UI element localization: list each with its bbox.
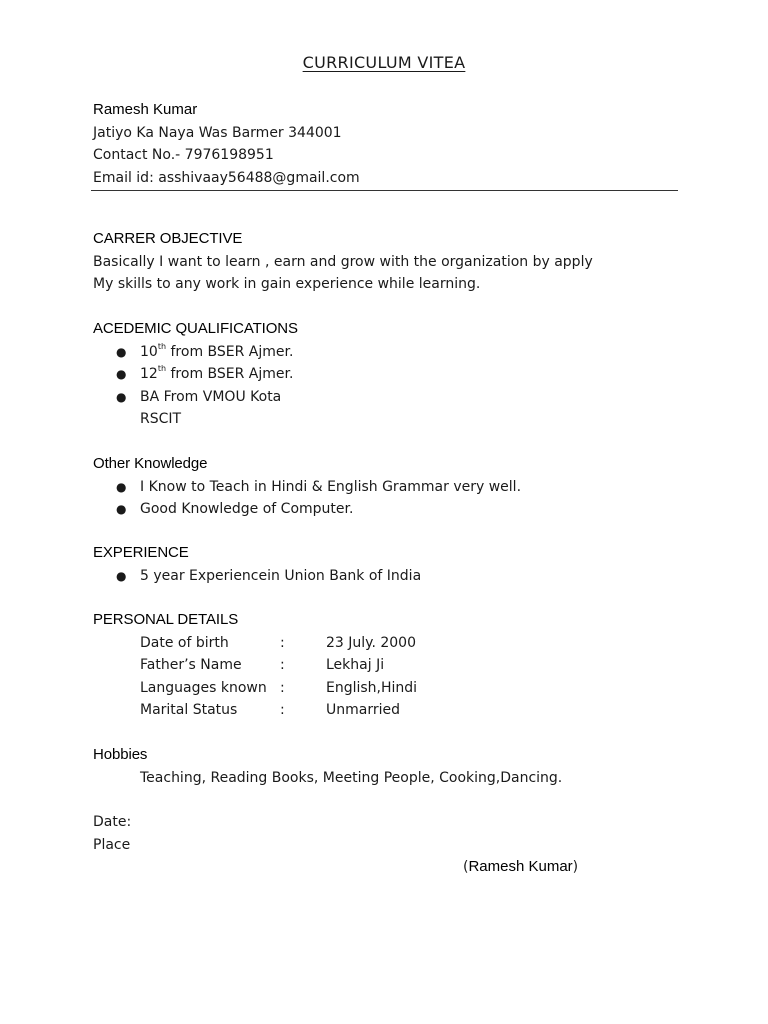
detail-row [93,677,653,700]
document-title: CURRICULUM VITEA [302,53,466,72]
hobbies-text: Teaching, Reading Books, Meeting People, Cooking,Dancing. [140,769,563,786]
academic-section [93,318,298,431]
academic-list [93,341,298,431]
experience-section [93,542,421,587]
bullet-icon: ● [116,367,127,381]
email-line: Email id: asshivaay56488@gmail.com [93,169,360,186]
experience-heading: EXPERIENCE [93,544,189,561]
detail-colon: : [280,657,285,673]
list-item: ● 5 year Experiencein Union Bank of India [93,565,421,588]
detail-value: Lekhaj Ji [326,657,385,673]
list-item: RSCIT [140,411,182,427]
detail-colon: : [280,702,285,718]
detail-row [93,632,653,655]
detail-value: English,Hindi [326,679,418,696]
place-label: Place [93,836,131,853]
list-item: ● 10th from BSER Ajmer. [93,341,298,364]
contact-block [93,99,360,189]
detail-label: Date of birth [140,634,229,651]
other-knowledge-heading: Other Knowledge [93,455,208,472]
detail-value: 23 July. 2000 [326,634,416,651]
other-knowledge-section [93,453,521,521]
objective-heading: CARRER OBJECTIVE [93,230,243,247]
detail-colon: : [280,634,285,651]
detail-value: Unmarried [326,702,400,718]
personal-details-section [93,609,653,722]
detail-label: Father’s Name [140,657,242,673]
hobbies-heading: Hobbies [93,746,148,763]
signature-name: Ramesh Kumar [468,858,573,875]
contact-line: Contact No.- 7976198951 [93,147,274,163]
other-knowledge-list [93,476,521,521]
personal-details-heading: PERSONAL DETAILS [93,611,239,628]
objective-line: Basically I want to learn , earn and grow with the organization by apply [93,253,593,270]
bullet-icon: ● [116,389,127,404]
detail-row [93,654,653,677]
detail-row [93,699,653,722]
hobbies-section [93,744,562,789]
list-item: ● I Know to Teach in Hindi & English Grammar very well. [93,476,521,499]
experience-list [93,565,421,588]
objective-section [93,228,593,296]
candidate-name: Ramesh Kumar [93,101,198,118]
header-divider [91,190,678,191]
date-label: Date: [93,814,132,830]
bullet-icon: ● [116,502,127,516]
bullet-icon: ● [116,344,127,359]
detail-label: Marital Status [140,702,238,718]
list-item: ● BA From VMOU Kota [93,386,298,409]
objective-line: My skills to any work in gain experience while learning. [93,276,481,292]
academic-heading: ACEDEMIC QUALIFICATIONS [93,320,298,337]
detail-colon: : [280,679,285,696]
bullet-icon: ● [116,479,127,494]
footer-block [93,811,131,856]
signature: (Ramesh Kumar) [463,858,579,875]
bullet-icon: ● [116,568,127,583]
list-item: ● Good Knowledge of Computer. [93,498,521,521]
detail-label: Languages known [140,679,267,696]
address-line: Jatiyo Ka Naya Was Barmer 344001 [93,124,342,141]
list-item: ● 12th from BSER Ajmer. [93,363,298,386]
